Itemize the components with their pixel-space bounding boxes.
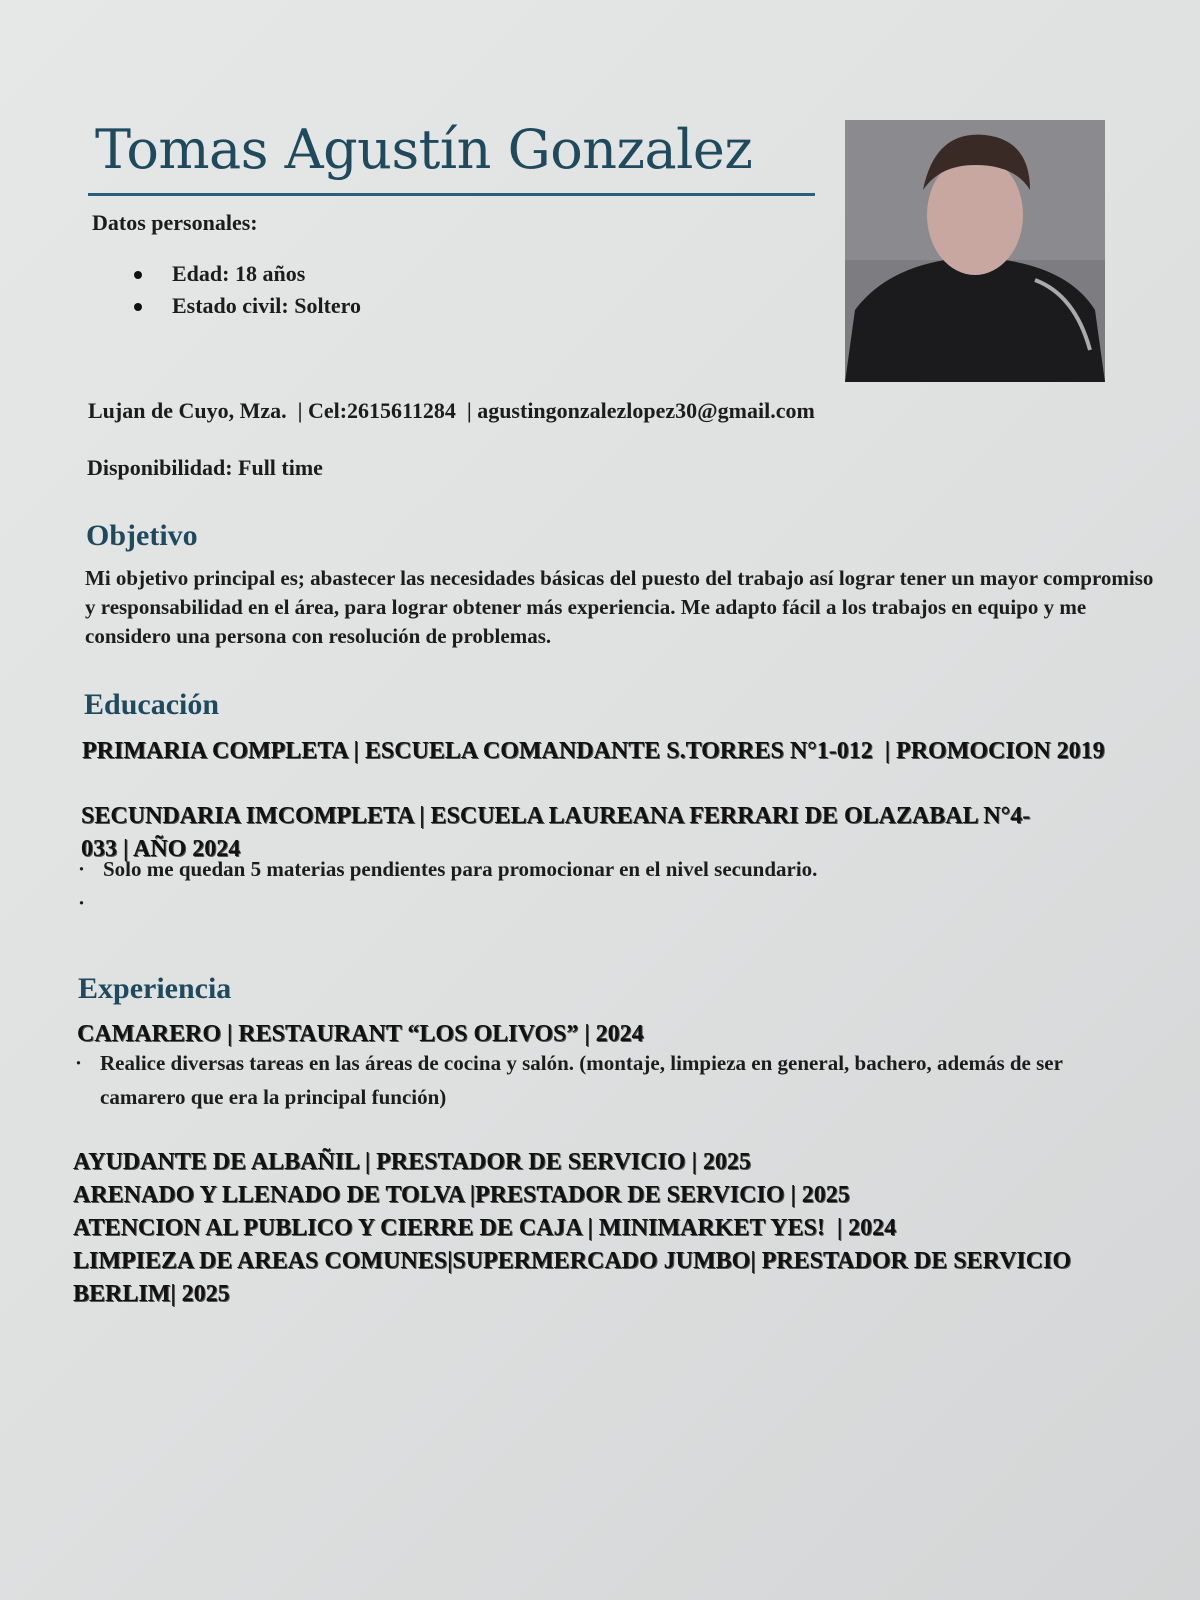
empty-bullet [78, 886, 817, 920]
objective-heading: Objetivo [86, 519, 198, 552]
experience-entry: ATENCION AL PUBLICO Y CIERRE DE CAJA | MINIMARKET YES! | 2024 [73, 1215, 897, 1241]
personal-marital-status: Estado civil: Soltero [92, 290, 361, 322]
experience-waiter-note: · Realice diversas tareas en las áreas de cocina y salón. (montaje, limpieza en general, bachero, además de ser camarero que era la principal función) [75, 1046, 1115, 1114]
experience-entry: AYUDANTE DE ALBAÑIL | PRESTADOR DE SERVICIO | 2025 [73, 1149, 751, 1175]
experience-other-list [73, 1146, 1153, 1311]
education-entry-secondary: SECUNDARIA IMCOMPLETA | ESCUELA LAUREANA FERRARI DE OLAZABAL N°4-033 | AÑO 2024 [81, 803, 1031, 862]
education-note: · Solo me quedan 5 materias pendientes para promocionar en el nivel secundario. [78, 852, 817, 886]
education-entry-primary: PRIMARIA COMPLETA | ESCUELA COMANDANTE S.TORRES N°1-012 | PROMOCION 2019 [82, 738, 1105, 764]
experience-waiter-notes [75, 1046, 1115, 1114]
experience-entry: ARENADO Y LLENADO DE TOLVA |PRESTADOR DE SERVICIO | 2025 [73, 1182, 850, 1208]
profile-photo [845, 120, 1105, 382]
personal-data-list [92, 258, 361, 322]
experience-entry: LIMPIEZA DE AREAS COMUNES|SUPERMERCADO JUMBO| PRESTADOR DE SERVICIO BERLIM| 2025 [73, 1248, 1072, 1307]
title-divider [88, 193, 815, 196]
availability-line: Disponibilidad: Full time [87, 455, 323, 480]
objective-text: Mi objetivo principal es; abastecer las necesidades básicas del puesto del trabajo así lograr tener un mayor compromiso y responsabilidad en el área, para lograr obtener más experiencia. Me adapto fácil a los trabajos en equipo y me considero una persona con resolución de problemas. [85, 566, 1154, 648]
education-heading: Educación [84, 688, 220, 721]
personal-age: Edad: 18 años [92, 258, 361, 290]
experience-entry-waiter: CAMARERO | RESTAURANT “LOS OLIVOS” | 2024 [77, 1021, 644, 1047]
personal-data-label: Datos personales: [92, 210, 258, 235]
education-notes [78, 852, 817, 920]
candidate-name: Tomas Agustín Gonzalez [95, 118, 753, 181]
experience-heading: Experiencia [78, 972, 232, 1005]
contact-line: Lujan de Cuyo, Mza. | Cel:2615611284 | agustingonzalezlopez30@gmail.com [88, 398, 815, 423]
